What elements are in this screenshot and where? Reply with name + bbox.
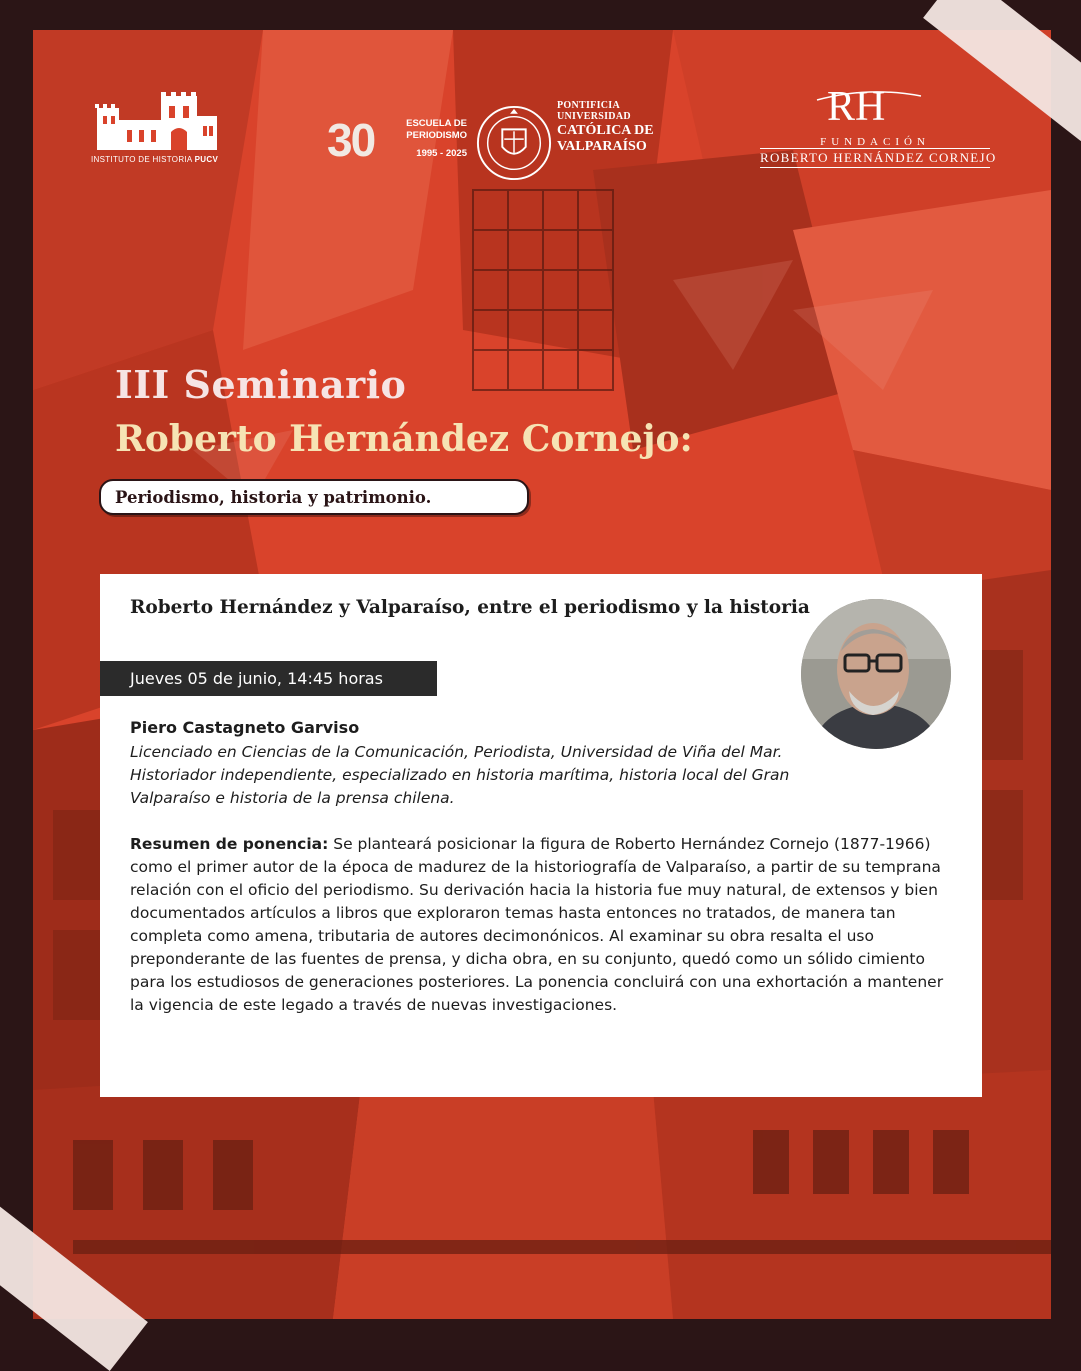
escuela-30-number: 30: [327, 114, 375, 166]
pucv-seal-icon: [475, 104, 553, 182]
seminar-subtitle-name: Roberto Hernández Cornejo:: [115, 418, 693, 460]
seminar-title: III Seminario: [115, 362, 407, 407]
talk-title: Roberto Hernández y Valparaíso, entre el periodismo y la historia: [130, 597, 810, 618]
fundacion-name: ROBERTO HERNÁNDEZ CORNEJO: [760, 148, 990, 168]
speaker-name: Piero Castagneto Garviso: [130, 718, 360, 737]
talk-abstract: [130, 833, 960, 1017]
seminar-theme-pill: Periodismo, historia y patrimonio.: [99, 479, 529, 515]
fundacion-label: FUNDACIÓN: [820, 136, 930, 148]
poster: [33, 30, 1051, 1319]
svg-text:RH: RH: [827, 84, 886, 128]
speaker-bio: Licenciado en Ciencias de la Comunicación, Periodista, Universidad de Viña del Mar. Historiador independiente, especializado en historia marítima, historia local del Gran Valparaíso e historia de la prensa chilena.: [130, 743, 790, 807]
instituto-historia-logo: [91, 92, 221, 154]
abstract-text: Se planteará posicionar la figura de Roberto Hernández Cornejo (1877-1966) como el primer autor de la época de madurez de la historiografía de Valparaíso, a partir de su temprana relación con el oficio del periodismo. Su derivación hacia la historia fue muy natural, de extensos y bien documentados artículos a libros que exploraron temas hasta entonces no tratados, de manera tan completa como amena, tributaria de autores decimonónicos. Al examinar su obra resalta el uso preponderante de las fuentes de prensa, y dicha obra, en su conjunto, quedó como un sólido cimiento para los estudiosos de generaciones posteriores. La ponencia concluirá con una exhortación a mantener la vigencia de este legado a través de nuevas investigaciones.: [130, 835, 944, 1014]
escuela-periodismo-logo: ESCUELA DE PERIODISMO 1995 - 2025: [406, 118, 467, 159]
talk-datetime-bar: Jueves 05 de junio, 14:45 horas: [100, 661, 437, 696]
fundacion-rh-monogram: [813, 82, 923, 128]
instituto-historia-caption: INSTITUTO DE HISTORIA PUCV: [91, 155, 219, 164]
abstract-label: Resumen de ponencia:: [130, 835, 329, 853]
pucv-logo-text: PONTIFICIA UNIVERSIDAD CATÓLICA DE VALPARAÍSO: [557, 100, 654, 154]
speaker-avatar: [801, 599, 951, 749]
talk-card: [100, 574, 982, 1097]
